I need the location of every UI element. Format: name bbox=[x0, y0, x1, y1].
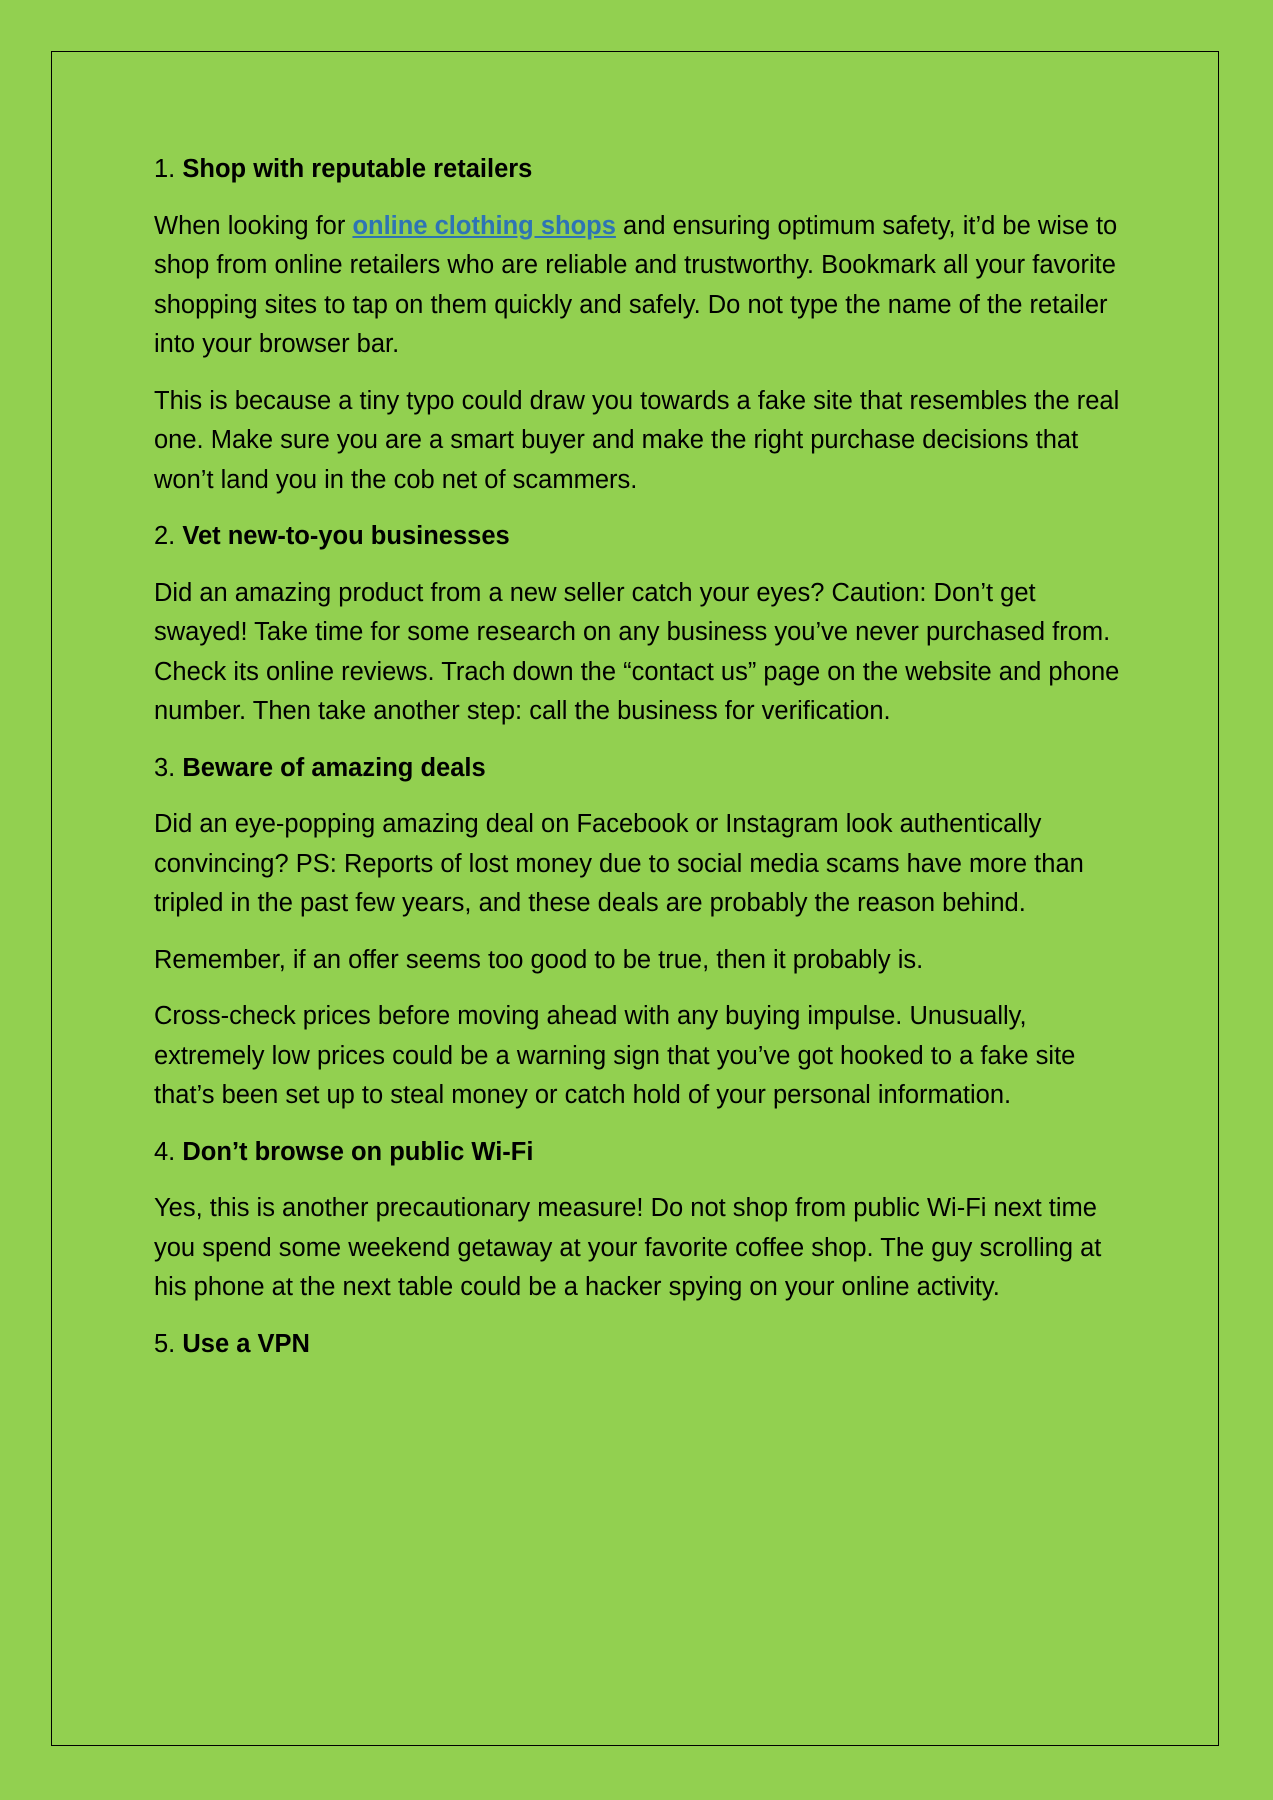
section-number: 4. bbox=[154, 1137, 176, 1166]
paragraph: Cross-check prices before moving ahead with any buying impulse. Unusually, extremely low prices could be a warning sign that you’ve got hooked to a fake site that’s been set up to steal money or catch hold of your personal information. bbox=[154, 1002, 1076, 1109]
section-number: 3. bbox=[154, 753, 176, 782]
section-heading bbox=[154, 517, 1126, 557]
section-number: 2. bbox=[154, 522, 176, 550]
paragraph bbox=[154, 207, 1126, 365]
online-clothing-shops-link[interactable]: online clothing shops bbox=[352, 211, 616, 240]
section-number: 1. bbox=[154, 155, 176, 183]
section-heading bbox=[154, 150, 1126, 190]
section-title: Don’t browse on public Wi-Fi bbox=[182, 1137, 534, 1166]
paragraph: Remember, if an offer seems too good to be true, then it probably is. bbox=[154, 945, 924, 974]
section-heading bbox=[154, 1133, 1126, 1173]
paragraph: Yes, this is another precautionary measure! Do not shop from public Wi-Fi next time you spend some weekend getaway at your favorite coffee shop. The guy scrolling at his phone at the next table could be a hacker spying on your online activity. bbox=[154, 1194, 1102, 1301]
paragraph: Did an amazing product from a new seller catch your eyes? Caution: Don’t get swayed! Take time for some research on any business you’ve never purchased from. Check its online reviews. Trach down the “contact us” page on the website and phone number. Then take another step: call the business for verification. bbox=[154, 578, 1120, 725]
document-body bbox=[154, 150, 1126, 1381]
section-title: Beware of amazing deals bbox=[182, 753, 486, 782]
section-title: Use a VPN bbox=[182, 1329, 310, 1358]
section-title: Vet new-to-you businesses bbox=[182, 522, 510, 550]
paragraph-text: When looking for bbox=[154, 211, 353, 240]
section-title: Shop with reputable retailers bbox=[182, 155, 533, 183]
section-heading bbox=[154, 749, 1126, 789]
paragraph-text: and ensuring optimum safety, it’d be wise to shop from online retailers who are reliable and trustworthy. Bookmark all your favorite shopping sites to tap on them quickly and safely. Do not type the name of the retailer into your browser bar. bbox=[154, 211, 1118, 358]
paragraph: This is because a tiny typo could draw you towards a fake site that resembles the real one. Make sure you are a smart buyer and make the right purchase decisions that won’t land you in the cob net of scammers. bbox=[154, 386, 1120, 494]
paragraph: Did an eye-popping amazing deal on Facebook or Instagram look authentically convincing? PS: Reports of lost money due to social media scams have more than tripled in the past few years, and these deals are probably the reason behind. bbox=[154, 810, 1084, 917]
section-heading bbox=[154, 1325, 1126, 1365]
section-number: 5. bbox=[154, 1329, 176, 1358]
